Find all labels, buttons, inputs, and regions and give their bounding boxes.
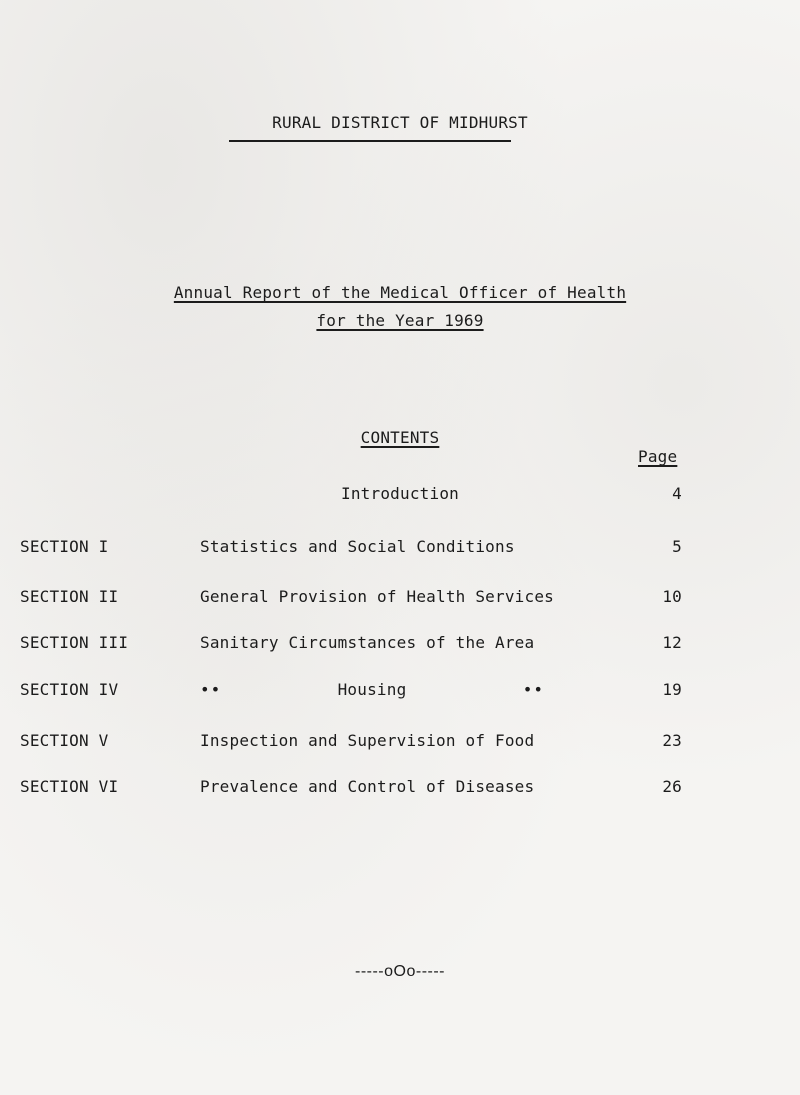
entry-title: General Provision of Health Services (200, 587, 554, 606)
title-rule (229, 140, 511, 142)
entry-title: Housing (337, 680, 407, 699)
entry-page-number: 4 (672, 484, 682, 503)
entry-page-number: 10 (662, 587, 682, 606)
district-title: RURAL DISTRICT OF MIDHURST (272, 113, 528, 132)
end-ornament: -----oOo----- (354, 963, 446, 980)
housing-entry (200, 680, 544, 700)
entry-title: Statistics and Social Conditions (200, 537, 515, 556)
entry-page-number: 12 (662, 633, 682, 652)
entry-page-number: 26 (662, 777, 682, 796)
section-label: SECTION V (20, 731, 109, 750)
entry-page-number: 19 (662, 680, 682, 699)
report-title-line1: Annual Report of the Medical Officer of Health (173, 283, 627, 302)
entry-title: Prevalence and Control of Diseases (200, 777, 535, 796)
section-label: SECTION III (20, 633, 129, 652)
report-title-line2: for the Year 1969 (316, 311, 484, 330)
section-label: SECTION I (20, 537, 109, 556)
section-label: SECTION IV (20, 680, 119, 699)
entry-title: Inspection and Supervision of Food (200, 731, 535, 750)
entry-page-number: 23 (662, 731, 682, 750)
leader-dots: •• (522, 680, 544, 699)
entry-page-number: 5 (672, 537, 682, 556)
section-label: SECTION II (20, 587, 119, 606)
contents-heading: CONTENTS (360, 428, 440, 447)
leader-dots: •• (200, 680, 222, 699)
entry-title: Introduction (341, 484, 459, 503)
section-label: SECTION VI (20, 777, 119, 796)
entry-title: Sanitary Circumstances of the Area (200, 633, 535, 652)
page-column-heading: Page (638, 447, 678, 466)
